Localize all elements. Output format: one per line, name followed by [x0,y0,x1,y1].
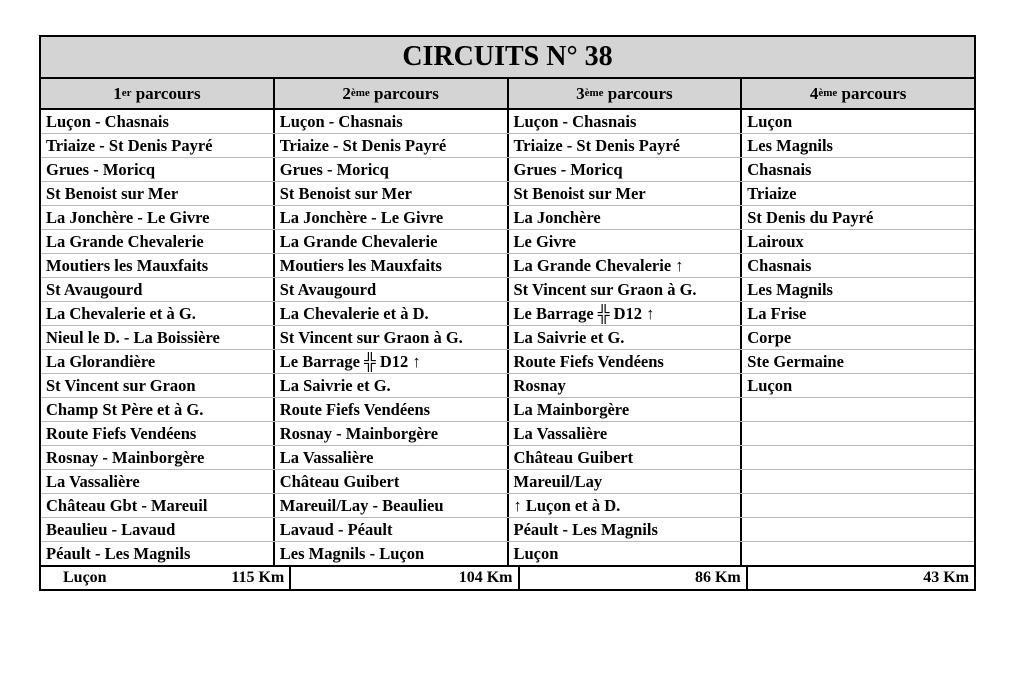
table-row [41,398,974,422]
route-step-cell: Triaize - St Denis Payré [41,134,275,157]
route-step-cell: La Glorandière [41,350,275,373]
column-header-2 [275,79,509,108]
header-suffix: er [121,86,132,99]
distance-4: 43 Km [923,569,969,586]
table-row [41,230,974,254]
footer-cell-3 [520,567,748,589]
route-step-cell: Route Fiefs Vendéens [275,398,509,421]
route-step-cell: Ste Germaine [747,351,844,371]
header-suffix: ème [818,86,838,99]
route-step-cell: Péault - Les Magnils [509,518,743,541]
route-step-cell: Le Barrage ╬ D12 ↑ [275,350,509,373]
route-step-cell: Grues - Moricq [509,158,743,181]
route-step-cell: Champ St Père et à G. [41,398,275,421]
route-step-cell: La Saivrie et G. [275,374,509,397]
route-step-cell: Luçon - Chasnais [509,110,743,133]
header-row [41,79,974,110]
footer-row [41,565,974,589]
route-step-cell: Les Magnils - Luçon [275,542,509,565]
route-step-cell: Péault - Les Magnils [41,542,275,565]
header-word: parcours [374,83,439,103]
route-step-cell [742,542,974,565]
route-step-cell: Château Guibert [275,470,509,493]
route-step-cell: La Jonchère - Le Givre [41,206,275,229]
route-step-cell: Grues - Moricq [41,158,275,181]
table-row [41,110,974,134]
table-row [41,302,974,326]
route-step-cell [742,518,974,541]
route-step-cell: Route Fiefs Vendéens [41,422,275,445]
route-step-cell: St Vincent sur Graon [41,374,275,397]
header-number: 4 [809,83,819,103]
route-step-cell: Moutiers les Mauxfaits [275,254,509,277]
route-step-cell: Lairoux [747,231,804,251]
route-step-cell: Lavaud - Péault [275,518,509,541]
route-step-cell: Chasnais [747,159,812,179]
header-suffix: ème [350,86,370,99]
table-row [41,278,974,302]
table-row [41,182,974,206]
table-row [41,158,974,182]
table-row [41,518,974,542]
route-step-cell: La Vassalière [509,422,743,445]
route-step-cell: La Grande Chevalerie [275,230,509,253]
route-step-cell: Route Fiefs Vendéens [509,350,743,373]
footer-cell-4 [748,567,974,589]
header-number: 2 [342,83,351,103]
table-row [41,494,974,518]
route-step-cell [742,398,974,421]
table-row [41,542,974,565]
route-step-cell: Moutiers les Mauxfaits [41,254,275,277]
column-header-3 [509,79,743,108]
route-step-cell: Triaize - St Denis Payré [509,134,743,157]
route-step-cell: Rosnay - Mainborgère [41,446,275,469]
route-step-cell: La Chevalerie et à D. [275,302,509,325]
route-step-cell: Les Magnils [747,135,833,155]
route-step-cell [742,446,974,469]
route-step-cell: Beaulieu - Lavaud [41,518,275,541]
table-row [41,446,974,470]
route-step-cell: Luçon [747,375,793,395]
route-step-cell: Château Gbt - Mareuil [41,494,275,517]
column-header-1 [41,79,275,108]
route-step-cell: La Jonchère [509,206,743,229]
route-step-cell: La Vassalière [41,470,275,493]
route-step-cell: Corpe [747,327,792,347]
header-word: parcours [841,83,907,103]
distance-2: 104 Km [458,569,513,586]
header-number: 1 [113,83,122,103]
header-number: 3 [576,83,585,103]
route-step-cell: St Vincent sur Graon à G. [509,278,743,301]
route-step-cell: La Saivrie et G. [509,326,743,349]
route-step-cell: La Chevalerie et à G. [41,302,275,325]
route-step-cell: Grues - Moricq [275,158,509,181]
route-step-cell: Luçon - Chasnais [275,110,509,133]
route-step-cell: Luçon - Chasnais [41,110,275,133]
route-step-cell: La Jonchère - Le Givre [275,206,509,229]
route-step-cell: La Frise [747,303,807,323]
route-step-cell: Rosnay - Mainborgère [275,422,509,445]
route-step-cell [742,422,974,445]
table-body [41,110,974,565]
route-step-cell: Chasnais [747,255,812,275]
route-step-cell: Les Magnils [747,279,833,299]
table-row [41,470,974,494]
route-step-cell: Luçon [509,542,743,565]
route-step-cell: St Benoist sur Mer [41,182,275,205]
route-step-cell: La Vassalière [275,446,509,469]
route-step-cell: Triaize - St Denis Payré [275,134,509,157]
table-row [41,422,974,446]
route-step-cell [742,470,974,493]
route-step-cell: La Mainborgère [509,398,743,421]
route-step-cell: Le Barrage ╬ D12 ↑ [509,302,743,325]
footer-cell-1 [41,567,291,589]
route-step-cell: St Denis du Payré [747,207,874,227]
route-step-cell: St Avaugourd [275,278,509,301]
route-step-cell: Le Givre [509,230,743,253]
table-title: CIRCUITS N° 38 [41,37,974,79]
route-step-cell: Luçon [747,111,793,131]
route-step-cell: Mareuil/Lay - Beaulieu [275,494,509,517]
start-town: Luçon [63,569,107,586]
footer-cell-2 [291,567,519,589]
header-suffix: ème [584,86,604,99]
table-row [41,206,974,230]
header-word: parcours [607,83,673,103]
route-step-cell: La Grande Chevalerie [41,230,275,253]
route-step-cell: Mareuil/Lay [509,470,743,493]
column-header-4 [742,79,974,108]
route-step-cell: St Benoist sur Mer [275,182,509,205]
table-row [41,374,974,398]
table-row [41,326,974,350]
route-step-cell: Triaize [747,183,797,203]
route-step-cell: Château Guibert [509,446,743,469]
route-step-cell: St Avaugourd [41,278,275,301]
header-word: parcours [135,83,201,103]
distance-3: 86 Km [694,569,741,586]
route-step-cell: St Benoist sur Mer [509,182,743,205]
table-row [41,254,974,278]
route-step-cell: Nieul le D. - La Boissière [41,326,275,349]
circuits-table [39,35,976,591]
route-step-cell: ↑ Luçon et à D. [509,494,743,517]
route-step-cell: Rosnay [509,374,743,397]
table-row [41,350,974,374]
route-step-cell [742,494,974,517]
table-row [41,134,974,158]
route-step-cell: La Grande Chevalerie ↑ [509,254,743,277]
route-step-cell: St Vincent sur Graon à G. [275,326,509,349]
distance-1: 115 Km [231,569,285,586]
